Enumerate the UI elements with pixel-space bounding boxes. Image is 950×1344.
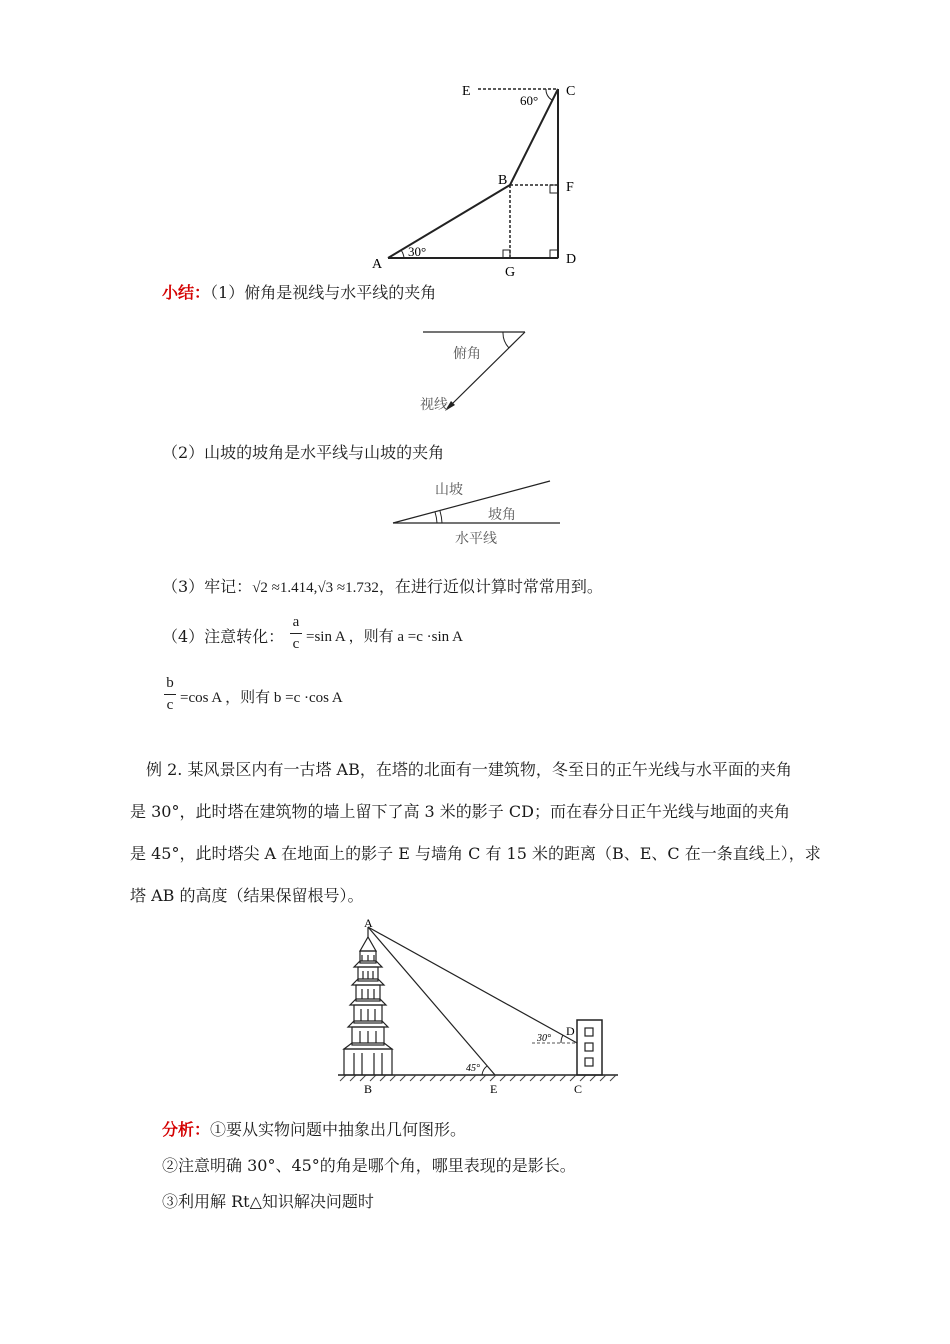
- figure-triangle-diagram: [360, 75, 590, 280]
- fraction-numerator: b: [166, 675, 174, 691]
- fraction-a-over-c: [290, 614, 302, 653]
- fraction-numerator: a: [292, 614, 300, 630]
- label-A: A: [364, 916, 373, 930]
- angle-60-label: 60°: [520, 93, 539, 108]
- figure-pagoda-diagram: [330, 915, 625, 1100]
- summary-item-1: [162, 283, 436, 303]
- label-E: E: [462, 84, 471, 99]
- label-G: G: [505, 265, 516, 280]
- analysis-point-2: ②注意明确 30°、45°的角是哪个角，哪里表现的是影长。: [162, 1156, 576, 1175]
- fraction-b-over-c: [164, 675, 176, 714]
- label-A: A: [372, 257, 383, 272]
- depression-angle-label: 俯角: [453, 346, 481, 362]
- label-F: F: [566, 180, 574, 195]
- sight-line-label: 视线: [420, 397, 448, 413]
- summary-title: 小结：: [162, 283, 211, 302]
- label-E: E: [490, 1082, 498, 1096]
- summary-item-3-suffix: ，在进行近似计算时常常用到。: [378, 577, 603, 596]
- label-C: C: [574, 1082, 583, 1096]
- summary-item-2: （2）山坡的坡角是水平线与山坡的夹角: [162, 443, 445, 462]
- summary-item-4-prefix: （4）注意转化：: [162, 627, 285, 646]
- analysis-point-1-text: ①要从实物问题中抽象出几何图形。: [210, 1120, 467, 1139]
- label-C: C: [566, 84, 576, 99]
- angle-30-label: 30°: [537, 1033, 551, 1044]
- summary-item-3-prefix: （3）牢记：: [162, 577, 253, 596]
- example-line-2: 是 30°，此时塔在建筑物的墙上留下了高 3 米的影子 CD；而在春分日正午光线与地面的夹角: [130, 802, 790, 821]
- fraction-denominator: c: [166, 697, 174, 713]
- analysis-point-1: [162, 1120, 466, 1140]
- angle-30-label: 30°: [408, 244, 427, 259]
- example-line-3: 是 45°，此时塔尖 A 在地面上的影子 E 与墙角 C 有 15 米的距离（B、E、C 在一条直线上），求: [130, 844, 821, 863]
- example-line-1: 例 2. 某风景区内有一古塔 AB，在塔的北面有一建筑物，冬至日的正午光线与水平面的夹角: [146, 760, 792, 779]
- label-D: D: [566, 252, 577, 267]
- slope-angle-label: 坡角: [488, 507, 516, 523]
- sin-relation: =sin A ，则有 a =c ·sin A: [306, 629, 463, 645]
- figure-slope-angle: [385, 475, 565, 535]
- fraction-denominator: c: [292, 636, 300, 652]
- analysis-point-3: ③利用解 Rt△知识解决问题时: [162, 1192, 374, 1211]
- sqrt-formula: √2 ≈1.414,√3 ≈1.732: [252, 580, 379, 596]
- cos-relation: =cos A ，则有 b =c ·cos A: [180, 690, 343, 706]
- summary-item-3: [162, 577, 603, 598]
- angle-45-label: 45°: [466, 1063, 480, 1074]
- slope-label: 山坡: [435, 482, 463, 498]
- label-B: B: [498, 173, 508, 188]
- label-D: D: [566, 1024, 575, 1038]
- analysis-title: 分析：: [162, 1120, 211, 1139]
- example-line-4: 塔 AB 的高度（结果保留根号）。: [130, 886, 364, 905]
- label-B: B: [364, 1082, 373, 1096]
- summary-item-1-text: （1）俯角是视线与水平线的夹角: [210, 283, 437, 302]
- horizontal-label: 水平线: [455, 531, 497, 547]
